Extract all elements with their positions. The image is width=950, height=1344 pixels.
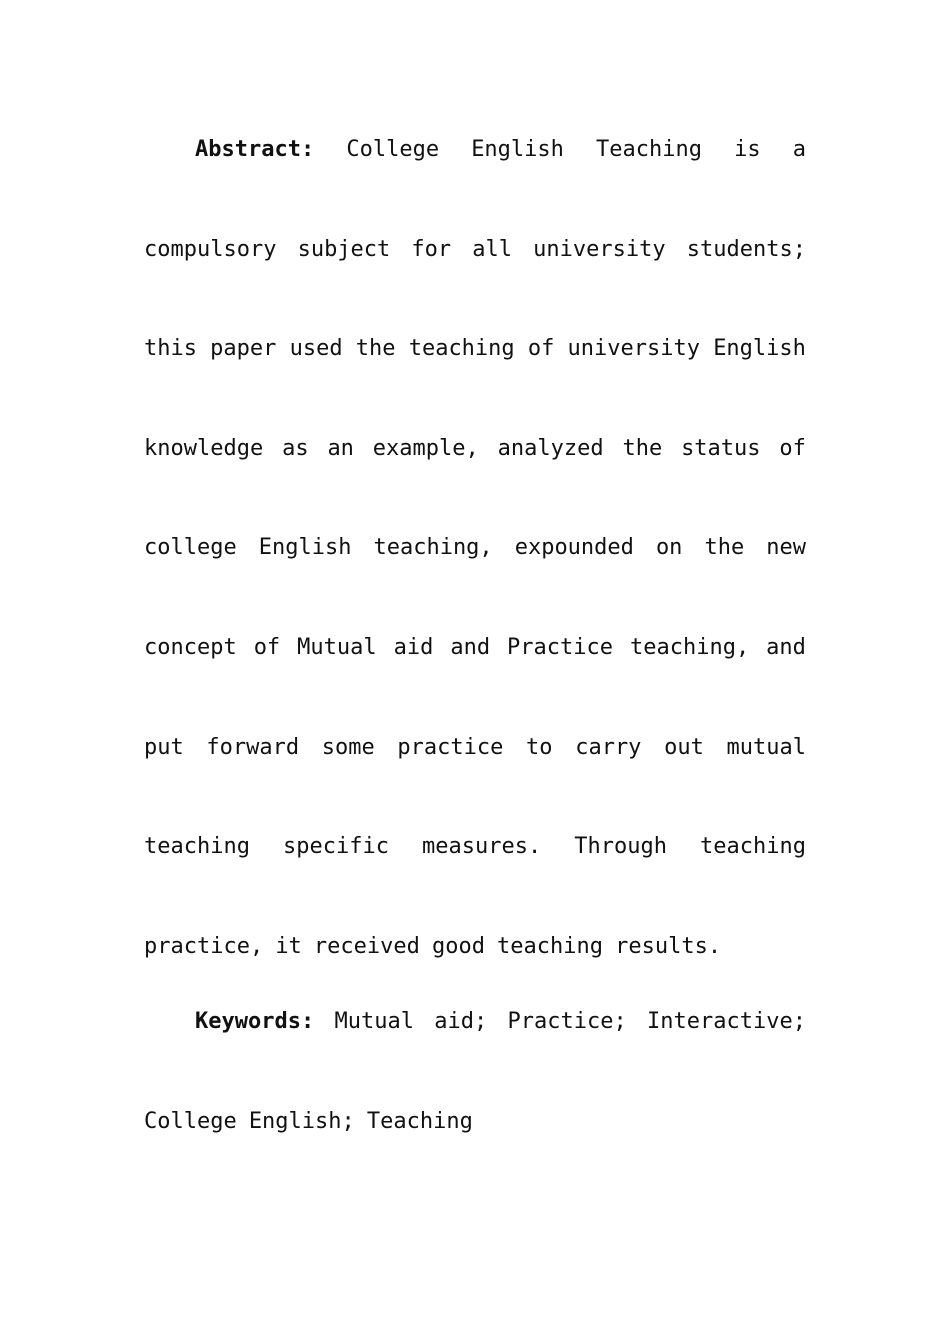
keywords-word: aid; (434, 1009, 488, 1034)
abstract-word: new (766, 535, 806, 561)
abstract-word: status (681, 435, 761, 461)
abstract-word: to (526, 734, 553, 760)
abstract-word: teaching (408, 336, 515, 362)
abstract-word: university (567, 336, 700, 362)
abstract-line (144, 522, 806, 622)
keywords-word: Teaching (366, 1108, 473, 1134)
keywords-line (144, 996, 806, 1096)
abstract-word: practice (397, 734, 504, 760)
abstract-word: as (282, 435, 309, 461)
abstract-word: aid (393, 634, 434, 660)
abstract-word: of (253, 634, 281, 660)
abstract-word: used (289, 336, 343, 362)
keywords-word: College (144, 1108, 237, 1134)
abstract-word: practice, (144, 933, 264, 959)
abstract-line (144, 821, 806, 921)
abstract-word: paper (210, 336, 277, 362)
abstract-word: put (144, 734, 184, 760)
keywords-word: Interactive; (647, 1009, 806, 1034)
abstract-word: and (766, 634, 806, 660)
abstract-word: some (321, 734, 375, 760)
abstract-word: Through (574, 834, 667, 860)
abstract-word: knowledge (144, 435, 264, 461)
abstract-word: subject (297, 236, 391, 262)
abstract-line (144, 323, 806, 423)
abstract-word: received (313, 933, 420, 959)
abstract-word: teaching (497, 933, 604, 959)
abstract-line (144, 224, 806, 324)
abstract-word: College (346, 137, 440, 162)
abstract-word: English (471, 137, 564, 162)
abstract-line (144, 622, 806, 722)
abstract-word: of (527, 336, 555, 362)
abstract-word: example, (372, 435, 479, 461)
keywords-section (144, 996, 806, 1195)
abstract-word: a (792, 137, 806, 162)
abstract-word: teaching (144, 834, 250, 860)
abstract-word: Practice (507, 634, 614, 660)
abstract-word: it (275, 933, 302, 959)
abstract-word: Teaching (596, 137, 702, 162)
abstract-word: for (411, 236, 452, 262)
abstract-word: results. (615, 933, 722, 959)
abstract-word: measures. (422, 834, 542, 860)
abstract-section (144, 124, 806, 1020)
abstract-word: an (327, 435, 354, 461)
abstract-word: teaching, (373, 535, 493, 561)
abstract-word: English (713, 336, 806, 362)
abstract-word: on (655, 535, 683, 561)
abstract-word: teaching, (629, 634, 750, 660)
abstract-word: the (704, 535, 745, 561)
abstract-word: and (450, 634, 491, 660)
abstract-word: teaching (700, 834, 806, 860)
keywords-label: Keywords: (195, 1009, 315, 1034)
abstract-word: the (622, 435, 663, 461)
abstract-word: university (533, 236, 666, 262)
abstract-word: college (144, 535, 237, 561)
abstract-word: students; (686, 236, 806, 262)
abstract-word: of (779, 435, 806, 461)
abstract-word: Mutual (297, 634, 377, 660)
abstract-word: compulsory (144, 236, 277, 262)
abstract-word: forward (206, 734, 300, 760)
abstract-word: expounded (514, 535, 634, 561)
abstract-word: analyzed (497, 435, 604, 461)
abstract-word: carry (575, 734, 642, 760)
abstract-word: is (734, 137, 761, 162)
abstract-line (144, 722, 806, 822)
abstract-word: all (472, 236, 513, 262)
abstract-word: mutual (726, 734, 806, 760)
abstract-word: English (258, 535, 352, 561)
abstract-line (144, 124, 806, 224)
keywords-word: Practice; (507, 1009, 627, 1034)
abstract-label: Abstract: (195, 137, 315, 162)
abstract-line (144, 423, 806, 523)
keywords-word: English; (248, 1108, 355, 1134)
keywords-line (144, 1096, 806, 1196)
abstract-word: this (144, 336, 197, 362)
abstract-word: specific (283, 834, 389, 860)
abstract-word: the (355, 336, 396, 362)
keywords-word: Mutual (334, 1009, 414, 1034)
abstract-word: out (664, 734, 704, 760)
abstract-word: concept (144, 634, 237, 660)
abstract-word: good (431, 933, 485, 959)
